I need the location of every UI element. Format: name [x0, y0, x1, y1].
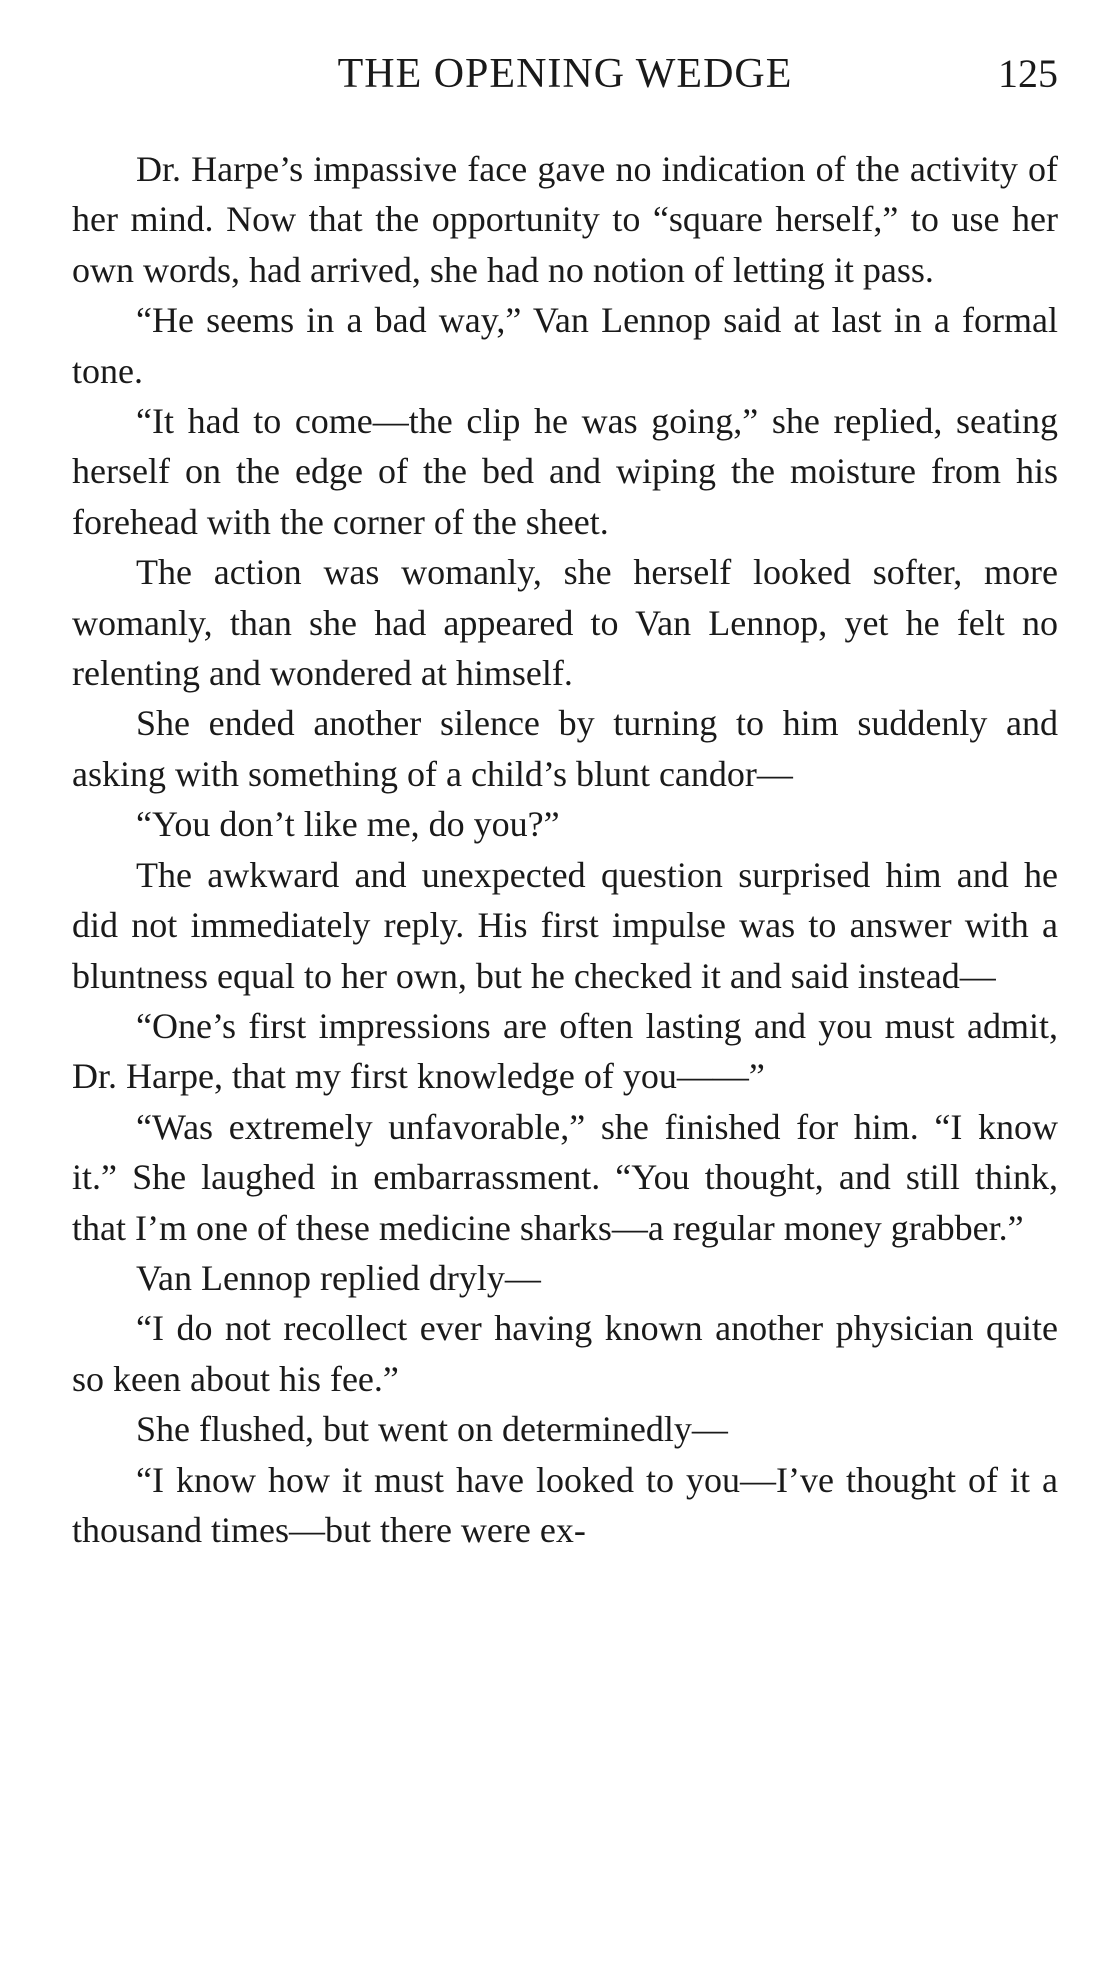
page-number: 125 — [998, 51, 1058, 96]
paragraph: She flushed, but went on determinedly— — [136, 1409, 728, 1450]
running-title: THE OPENING WEDGE — [337, 51, 793, 97]
paragraph: “I do not recollect ever having known another physician quite so keen about his fee.” — [72, 1308, 1058, 1399]
paragraph: She ended another silence by turning to him suddenly and asking with something of a child’s blunt candor— — [72, 703, 1058, 794]
paragraph: “You don’t like me, do you?” — [136, 804, 560, 845]
paragraph: The action was womanly, she herself looked softer, more womanly, than she had appeared to Van Lennop, yet he felt no relenting and wondered at himself. — [72, 552, 1058, 694]
running-head — [72, 50, 1058, 100]
paragraph: “It had to come—the clip he was going,” she replied, seating herself on the edge of the bed and wiping the moisture from his forehead with the corner of the sheet. — [72, 401, 1058, 542]
paragraph: “Was extremely unfavorable,” she finished for him. “I know it.” She laughed in embarrassment. “You thought, and still think, that I’m one of these medicine sharks—a regular money grabber.” — [72, 1106, 1058, 1248]
paragraph: “I know how it must have looked to you—I’ve thought of it a thousand times—but there were ex- — [72, 1459, 1058, 1550]
paragraph: Van Lennop replied dryly— — [136, 1257, 541, 1298]
paragraph: “He seems in a bad way,” Van Lennop said at last in a formal tone. — [72, 300, 1058, 391]
body-text — [72, 144, 1058, 1555]
paragraph: “One’s first impressions are often lasting and you must admit, Dr. Harpe, that my first knowledge of you——” — [72, 1005, 1058, 1097]
paragraph: Dr. Harpe’s impassive face gave no indication of the activity of her mind. Now that the opportunity to “square herself,” to use her own words, had arrived, she had no notion of letting it pass. — [72, 149, 1058, 290]
paragraph: The awkward and unexpected question surprised him and he did not immediately reply. His first impulse was to answer with a bluntness equal to her own, but he checked it and said instead— — [72, 854, 1058, 996]
